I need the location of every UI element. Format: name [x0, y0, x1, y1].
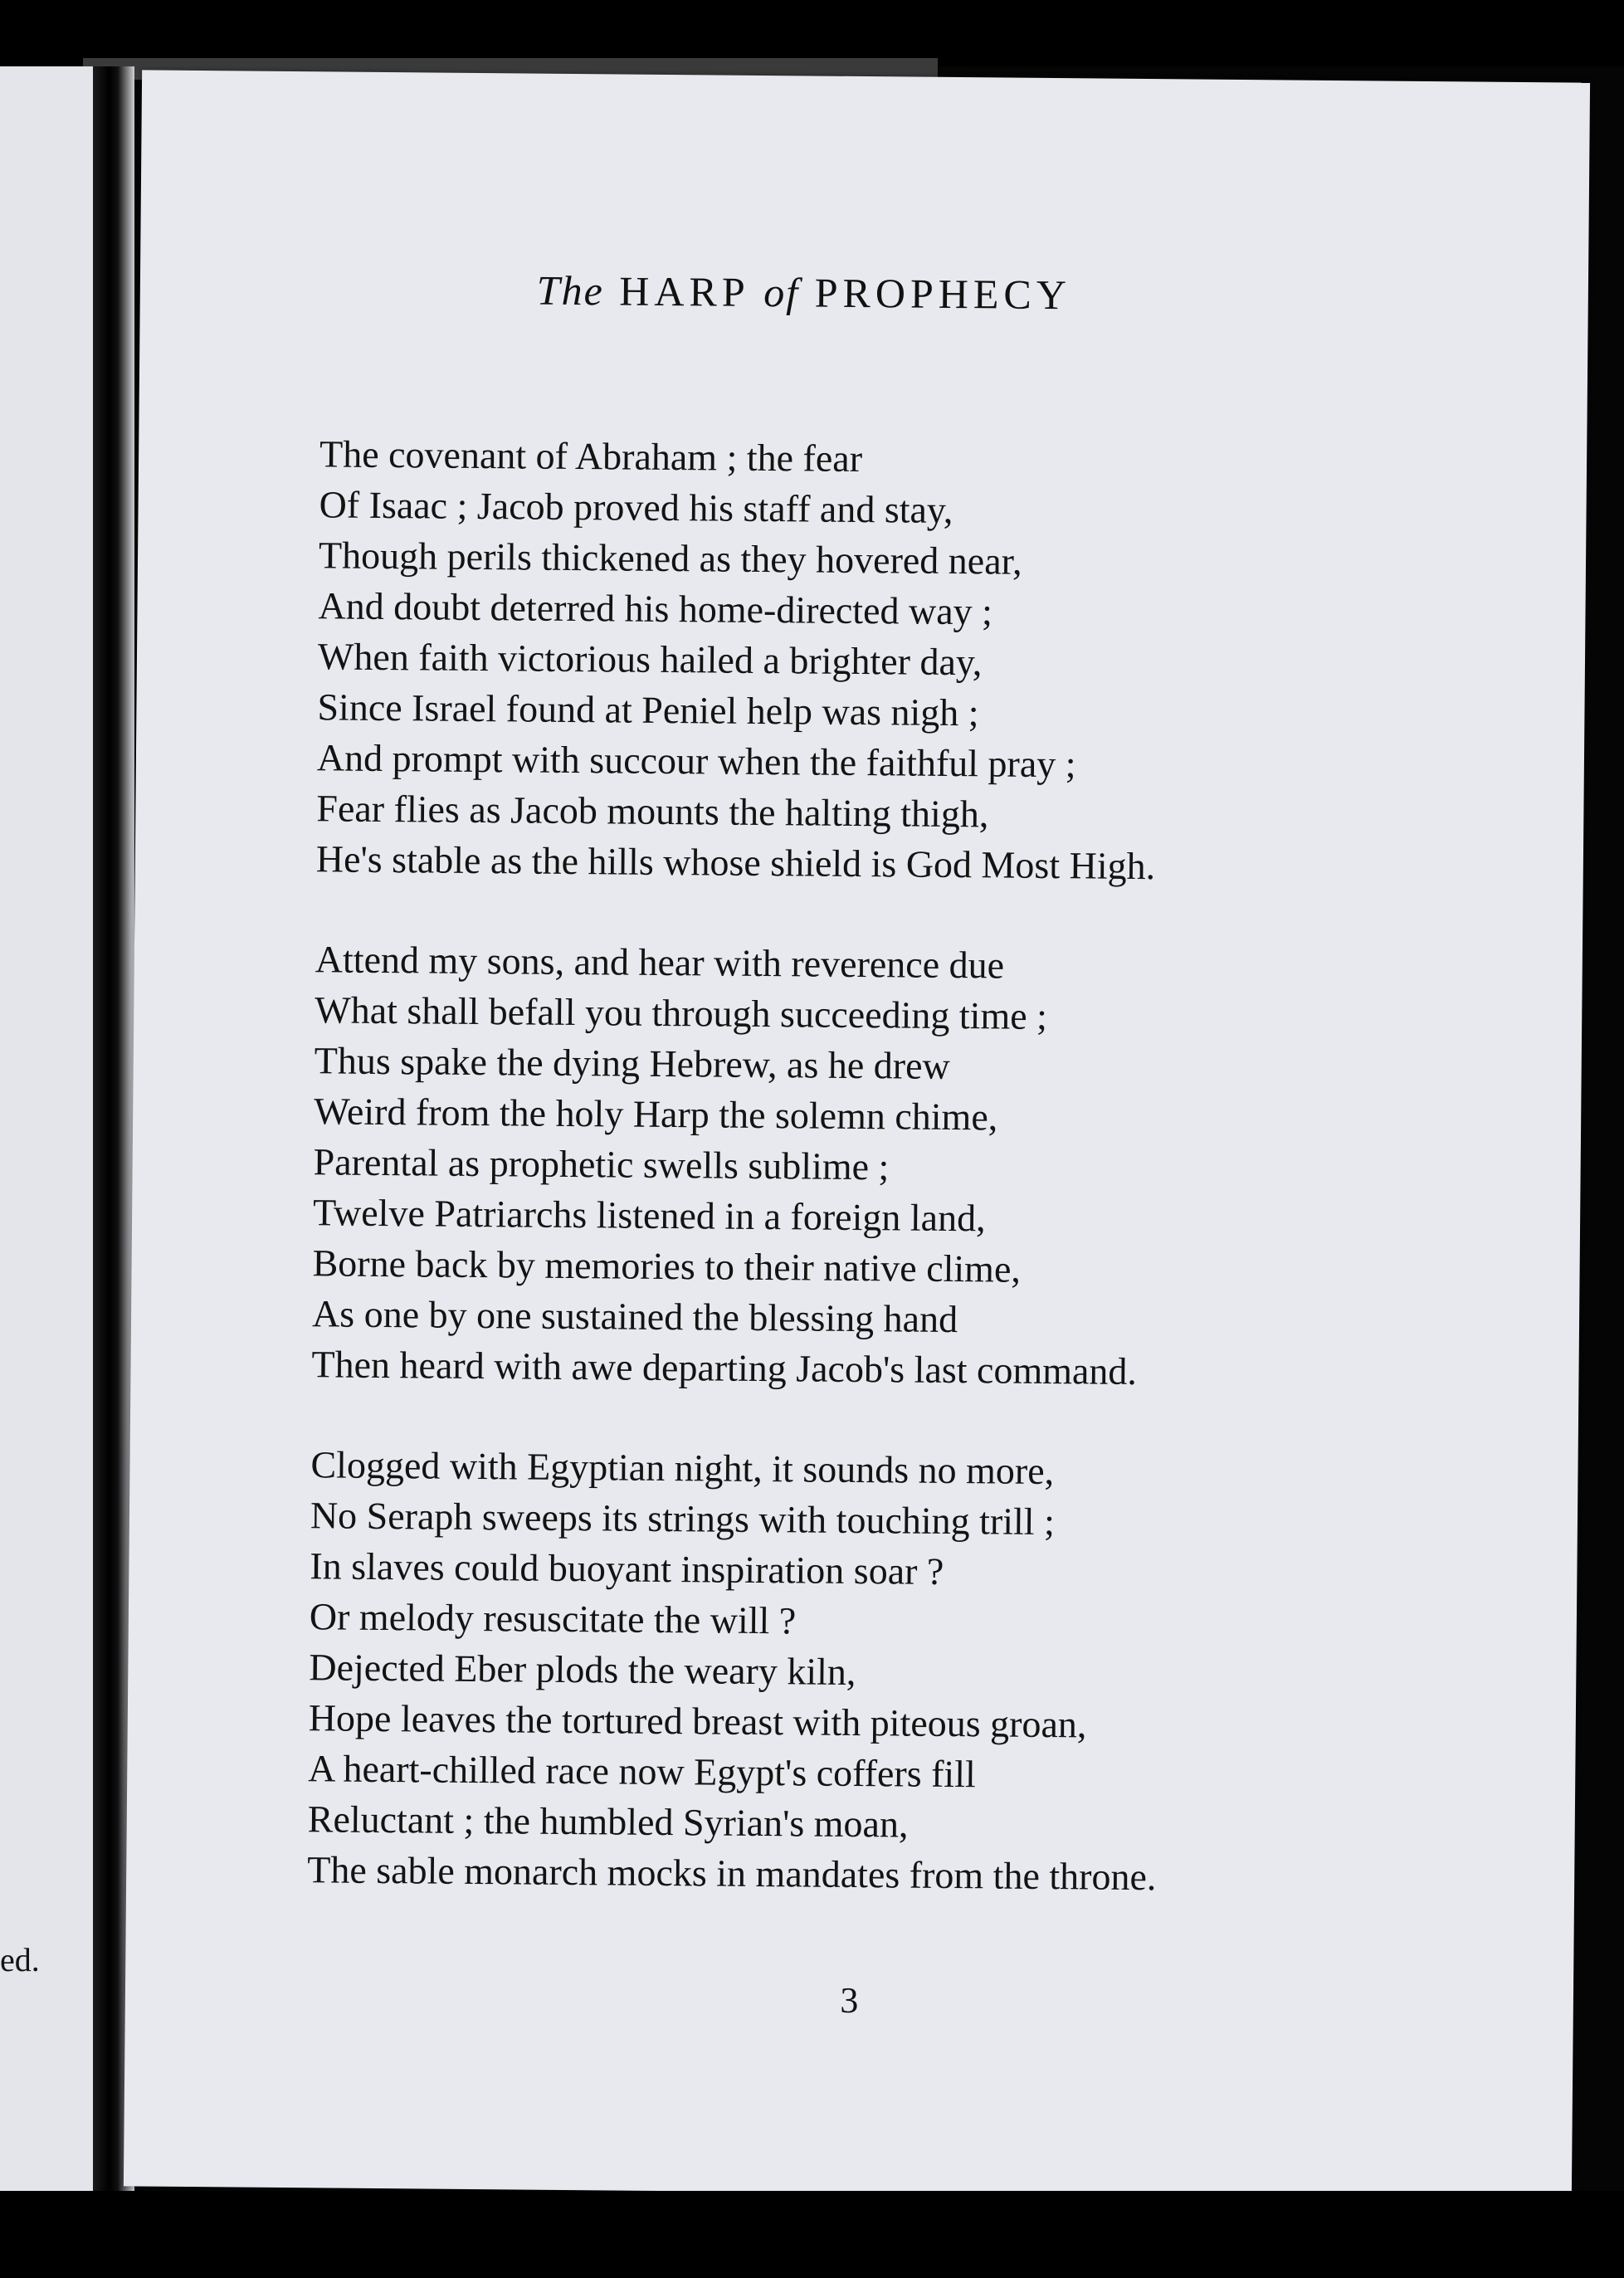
poem-line: Parental as prophetic swells sublime ; — [313, 1140, 890, 1188]
page-number: 3 — [840, 1979, 859, 2022]
poem-line: Since Israel found at Peniel help was nigh ; — [317, 685, 979, 734]
poem-line: Attend my sons, and hear with reverence due — [315, 938, 1005, 987]
poem-line: The sable monarch mocks in mandates from the throne. — [307, 1848, 1157, 1899]
book-page — [124, 70, 1590, 2198]
page-title — [472, 266, 1136, 320]
poem-line: As one by one sustained the blessing hand — [311, 1292, 958, 1341]
stanza-1 — [316, 428, 1532, 895]
title-word-harp: HARP — [619, 267, 749, 315]
poem-line: Twelve Patriarchs listened in a foreign land, — [312, 1191, 986, 1240]
poem-line: Borne back by memories to their native clime, — [312, 1241, 1022, 1290]
title-word-the: The — [536, 266, 605, 315]
poem-line: The covenant of Abraham ; the fear — [319, 432, 863, 480]
poem-line: Fear flies as Jacob mounts the halting thigh, — [316, 787, 989, 836]
scan-top-border — [0, 0, 1624, 66]
poem-line: Of Isaac ; Jacob proved his staff and stay, — [319, 483, 953, 531]
poem-line: He's stable as the hills whose shield is God Most High. — [315, 837, 1156, 888]
poem-line: And prompt with succour when the faithful pray ; — [316, 736, 1076, 786]
poem-line: What shall befall you through succeeding time ; — [315, 988, 1048, 1037]
title-word-prophecy: PROPHECY — [814, 269, 1072, 319]
poem-line: Hope leaves the tortured breast with piteous groan, — [308, 1696, 1087, 1746]
poem-line: A heart-chilled race now Egypt's coffers fill — [308, 1747, 976, 1796]
poem-line: Then heard with awe departing Jacob's last command. — [311, 1343, 1138, 1393]
poem-line: Clogged with Egyptian night, it sounds no more, — [310, 1443, 1055, 1493]
poem-line: And doubt deterred his home-directed way ; — [318, 584, 993, 633]
poem-line: Though perils thickened as they hovered near, — [318, 534, 1022, 583]
poem — [306, 428, 1531, 1955]
poem-line: Reluctant ; the humbled Syrian's moan, — [307, 1798, 909, 1846]
poem-line: In slaves could buoyant inspiration soar ? — [310, 1544, 944, 1593]
stanza-3 — [307, 1439, 1523, 1905]
title-word-of: of — [763, 268, 800, 316]
stanza-2 — [311, 934, 1527, 1400]
poem-line: No Seraph sweeps its strings with touching trill ; — [310, 1494, 1056, 1544]
poem-line: Thus spake the dying Hebrew, as he drew — [314, 1039, 950, 1087]
poem-line: Dejected Eber plods the weary kiln, — [309, 1646, 856, 1694]
poem-line: Or melody resuscitate the will ? — [309, 1595, 797, 1642]
poem-line: Weird from the holy Harp the solemn chime, — [313, 1090, 998, 1139]
left-page-text-fragment: ed. — [0, 1941, 40, 1978]
poem-line: When faith victorious hailed a brighter day, — [317, 635, 983, 684]
scan-bottom-border — [0, 2191, 1624, 2278]
